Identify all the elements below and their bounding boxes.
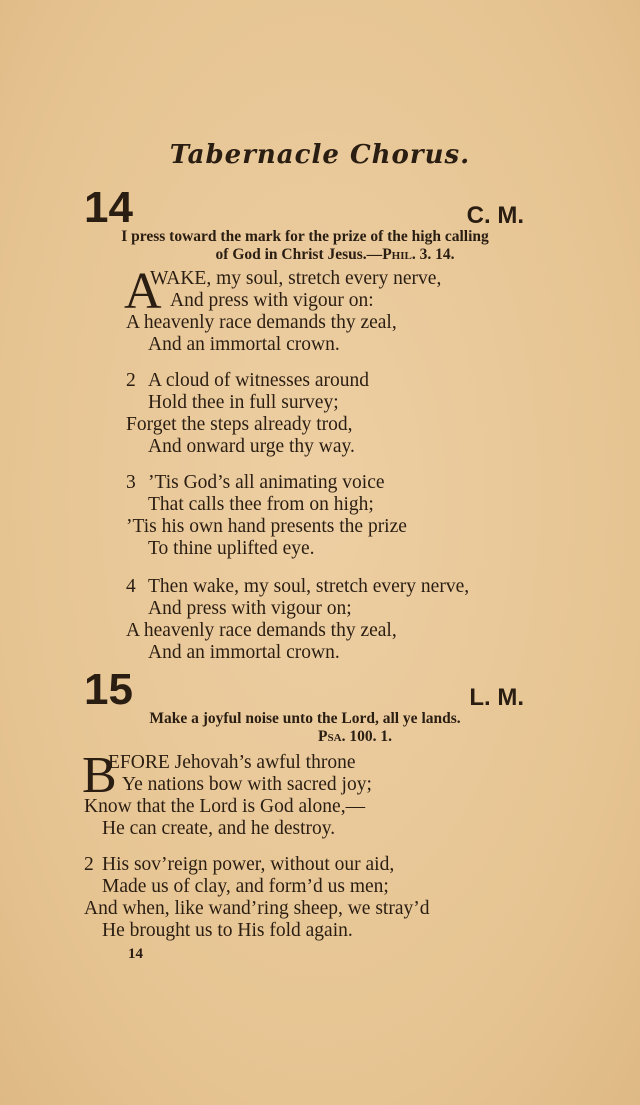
verse-line xyxy=(84,854,504,876)
hymn-number: 15 xyxy=(84,665,133,714)
verse-line: And onward urge thy way. xyxy=(148,436,355,457)
stanza xyxy=(126,472,546,560)
verse-line: Ye nations bow with sacred joy; xyxy=(122,774,372,795)
stanza xyxy=(126,576,546,664)
hymn-14-header xyxy=(84,183,524,232)
epigraph-line: I press toward the mark for the prize of the high calling xyxy=(121,228,489,245)
verse-text: ’Tis God’s all animating voice xyxy=(148,472,385,493)
stanza xyxy=(124,263,546,356)
verse-line: And an immortal crown. xyxy=(148,642,340,663)
verse-text: A cloud of witnesses around xyxy=(148,370,369,391)
verse-line: A heavenly race demands thy zeal, xyxy=(126,620,397,641)
epigraph-reference: Psa. 100. 1. xyxy=(318,728,392,745)
verse-line: And an immortal crown. xyxy=(148,334,340,355)
hymn-number: 14 xyxy=(84,183,133,232)
stanza-number: 2 xyxy=(126,370,136,391)
page-number: 14 xyxy=(128,946,143,962)
verse-line xyxy=(126,472,546,494)
epigraph-line xyxy=(80,246,530,264)
verse-line: Hold thee in full survey; xyxy=(148,392,339,413)
epigraph-text: of God in Christ Jesus.— xyxy=(215,246,383,263)
stanza xyxy=(82,747,504,840)
epigraph-line: Make a joyful noise unto the Lord, all ye lands. xyxy=(149,710,461,727)
verse-line: EFORE Jehovah’s awful throne xyxy=(108,752,356,773)
verse-line: Know that the Lord is God alone,— xyxy=(84,796,366,817)
verse-line: And when, like wand’ring sheep, we stray’d xyxy=(84,898,430,919)
stanza-number: 3 xyxy=(126,472,136,493)
stanza xyxy=(126,370,546,458)
verse-line: And press with vigour on: xyxy=(170,290,374,311)
stanza xyxy=(84,854,504,942)
epigraph-reference: Phil. 3. 14. xyxy=(382,246,455,263)
verse-line: Made us of clay, and form’d us men; xyxy=(102,876,389,897)
stanza-number: 4 xyxy=(126,576,136,597)
verse-line: He can create, and he destroy. xyxy=(102,818,336,839)
verse-line: To thine uplifted eye. xyxy=(148,538,315,559)
hymn-meter: C. M. xyxy=(466,202,524,229)
drop-cap: A xyxy=(124,263,162,320)
verse-line: And press with vigour on; xyxy=(148,598,352,619)
hymn-meter: L. M. xyxy=(469,684,524,711)
verse-line xyxy=(126,370,546,392)
verse-line: Forget the steps already trod, xyxy=(126,414,353,435)
verse-line: A heavenly race demands thy zeal, xyxy=(126,312,397,333)
verse-line: WAKE, my soul, stretch every nerve, xyxy=(150,268,442,289)
page-title: Tabernacle Chorus. xyxy=(169,140,471,170)
verse-line: That calls thee from on high; xyxy=(148,494,374,515)
stanza-number: 2 xyxy=(84,854,94,875)
hymn-15-header xyxy=(84,665,524,714)
verse-line: ’Tis his own hand presents the prize xyxy=(126,516,407,537)
verse-text: Then wake, my soul, stretch every nerve, xyxy=(148,576,470,597)
drop-cap: B xyxy=(82,747,117,804)
verse-text: His sov’reign power, without our aid, xyxy=(102,854,395,875)
verse-line: He brought us to His fold again. xyxy=(102,920,353,941)
hymn-15-epigraph xyxy=(80,710,530,746)
hymn-14-epigraph xyxy=(80,228,530,264)
verse-line xyxy=(126,576,546,598)
